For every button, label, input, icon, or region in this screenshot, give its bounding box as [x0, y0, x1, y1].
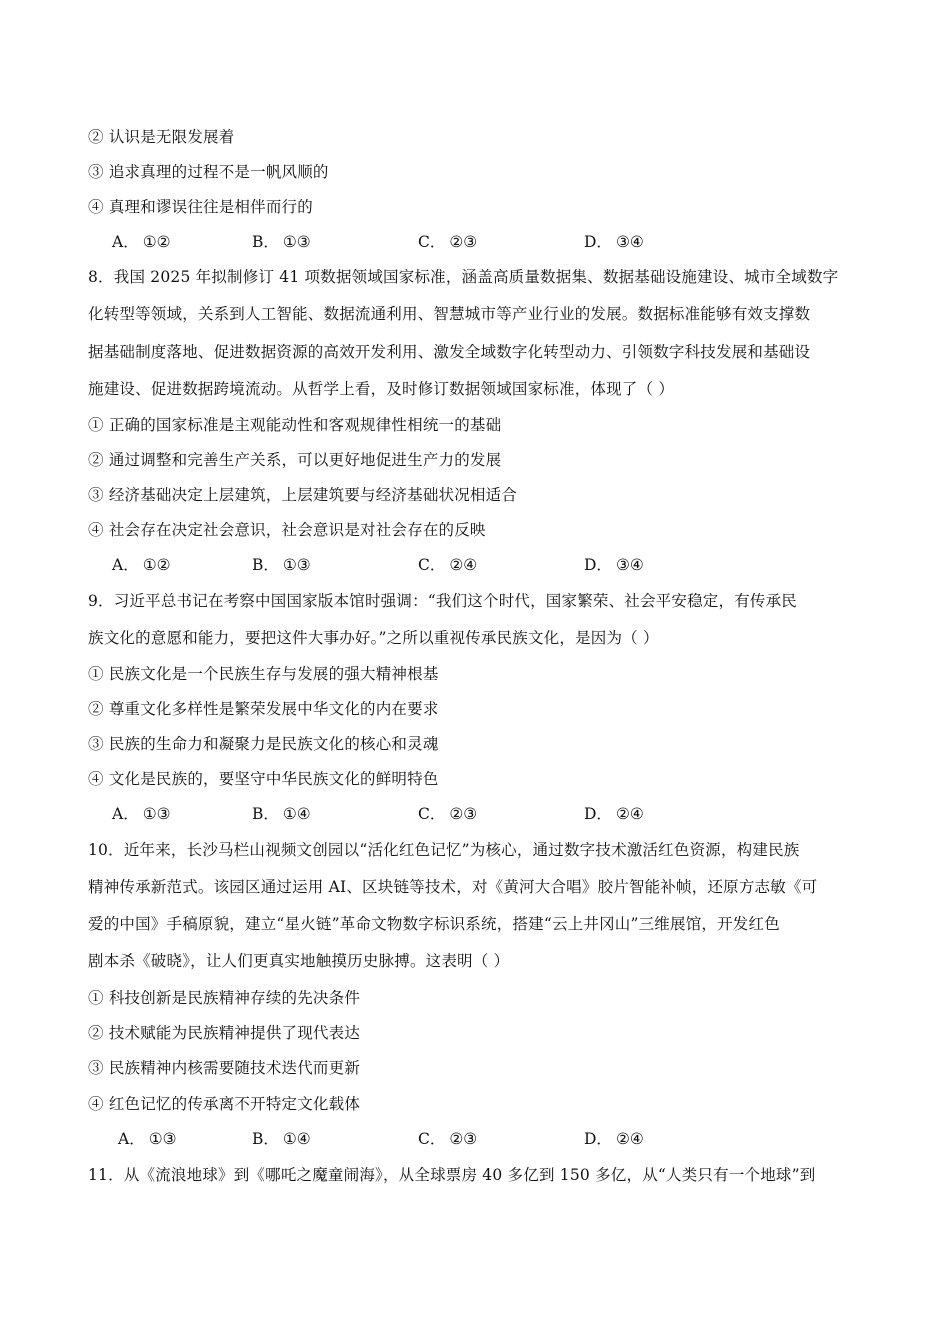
q10-stem-line-3: 爱的中国》手稿原貌，建立“星火链”革命文物数字标识系统，搭建“云上井冈山”三维展馆，开发红色 [88, 915, 780, 933]
q8-statement-2: ② 通过调整和完善生产关系，可以更好地促进生产力的发展 [88, 451, 502, 469]
q9-statement-3: ③ 民族的生命力和凝聚力是民族文化的核心和灵魂 [88, 735, 439, 753]
q7-option-a[interactable]: A． ①② [112, 233, 171, 251]
q10-option-d[interactable]: D． ②④ [584, 1130, 644, 1148]
q10-statement-4: ④ 红色记忆的传承离不开特定文化载体 [88, 1095, 361, 1113]
q9-stem-line-2: 族文化的意愿和能力，要把这件大事办好。”之所以重视传承民族文化，是因为（ ） [88, 629, 659, 647]
q10-option-c[interactable]: C． ②③ [418, 1130, 478, 1148]
q7-statement-4: ④ 真理和谬误往往是相伴而行的 [88, 198, 313, 216]
q10-statement-1: ① 科技创新是民族精神存续的先决条件 [88, 989, 361, 1007]
q9-option-b[interactable]: B． ①④ [252, 805, 311, 823]
q10-statement-3: ③ 民族精神内核需要随技术迭代而更新 [88, 1059, 361, 1077]
q8-options [112, 554, 872, 576]
q10-statement-2: ② 技术赋能为民族精神提供了现代表达 [88, 1024, 361, 1042]
q9-option-d[interactable]: D． ②④ [584, 805, 644, 823]
q8-statement-1: ① 正确的国家标准是主观能动性和客观规律性相统一的基础 [88, 416, 502, 434]
q7-option-c[interactable]: C． ②③ [418, 233, 478, 251]
q8-option-d[interactable]: D． ③④ [584, 556, 644, 574]
q9-statement-2: ② 尊重文化多样性是繁荣发展中华文化的内在要求 [88, 700, 439, 718]
q10-option-b[interactable]: B． ①④ [252, 1130, 311, 1148]
q8-option-c[interactable]: C． ②④ [418, 556, 478, 574]
q7-option-b[interactable]: B． ①③ [252, 233, 311, 251]
q8-stem-line-4: 施建设、促进数据跨境流动。从哲学上看，及时修订数据领域国家标准，体现了（ ） [88, 380, 675, 398]
q8-stem-line-3: 据基础制度落地、促进数据资源的高效开发利用、激发全域数字化转型动力、引领数字科技发展和基础设 [88, 343, 811, 361]
q9-options [112, 803, 872, 825]
q9-statement-1: ① 民族文化是一个民族生存与发展的强大精神根基 [88, 665, 439, 683]
q11-stem-line-1: 11．从《流浪地球》到《哪吒之魔童闹海》，从全球票房 40 多亿到 150 多亿，从“人类只有一个地球”到 [88, 1166, 816, 1184]
q8-stem-line-1: 8．我国 2025 年拟制修订 41 项数据领域国家标准，涵盖高质量数据集、数据基础设施建设、城市全域数字 [88, 268, 839, 286]
q10-stem-line-4: 剧本杀《破晓》，让人们更真实地触摸历史脉搏。这表明（ ） [88, 952, 510, 970]
q8-option-b[interactable]: B． ①③ [252, 556, 311, 574]
q10-options [112, 1128, 872, 1150]
q10-stem-line-1: 10．近年来，长沙马栏山视频文创园以“活化红色记忆”为核心，通过数字技术激活红色资源，构建民族 [88, 841, 800, 859]
q9-statement-4: ④ 文化是民族的，要坚守中华民族文化的鲜明特色 [88, 770, 439, 788]
q8-stem-line-2: 化转型等领域，关系到人工智能、数据流通利用、智慧城市等产业行业的发展。数据标准能够有效支撑数 [88, 305, 811, 323]
q8-statement-3: ③ 经济基础决定上层建筑，上层建筑要与经济基础状况相适合 [88, 486, 518, 504]
q7-options [112, 231, 872, 253]
q7-statement-3: ③ 追求真理的过程不是一帆风顺的 [88, 163, 329, 181]
q9-option-c[interactable]: C． ②③ [418, 805, 478, 823]
q7-option-d[interactable]: D． ③④ [584, 233, 644, 251]
q10-option-a[interactable]: A． ①③ [118, 1130, 177, 1148]
q9-option-a[interactable]: A． ①③ [112, 805, 171, 823]
q9-stem-line-1: 9．习近平总书记在考察中国国家版本馆时强调：“我们这个时代，国家繁荣、社会平安稳定，有传承民 [88, 592, 797, 610]
q8-option-a[interactable]: A． ①② [112, 556, 171, 574]
q8-statement-4: ④ 社会存在决定社会意识，社会意识是对社会存在的反映 [88, 521, 486, 539]
q7-statement-2: ② 认识是无限发展着 [88, 128, 235, 146]
q10-stem-line-2: 精神传承新范式。该园区通过运用 AI、区块链等技术，对《黄河大合唱》胶片智能补帧，还原方志敏《可 [88, 878, 818, 896]
